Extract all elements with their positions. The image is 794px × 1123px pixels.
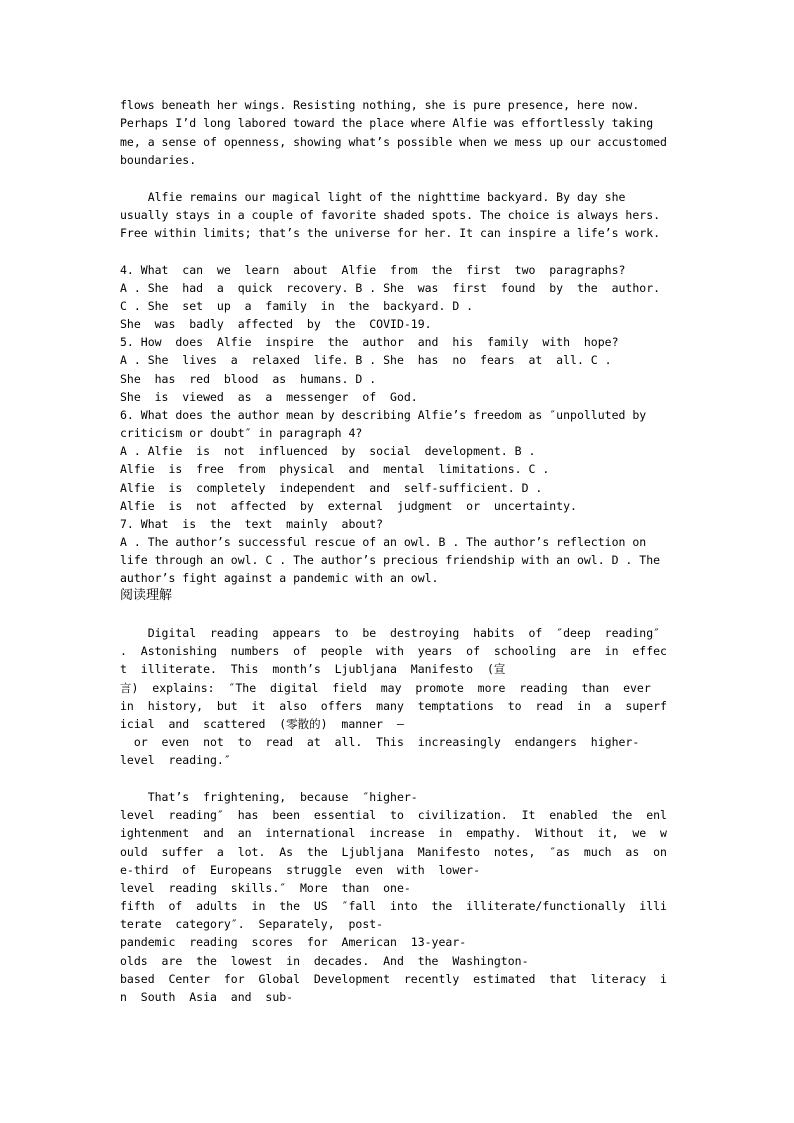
option-line: She has red blood as humans. D . (120, 372, 377, 386)
option-line: A . Alfie is not influenced by social development. B . (120, 444, 536, 458)
text-line: or even not to read at all. This increasingly endangers higher- (120, 735, 640, 749)
option-line: Alfie is not affected by external judgment or uncertainty. (120, 499, 577, 513)
question-line: 6. What does the author mean by describing Alfie’s freedom as ″unpolluted by (120, 408, 647, 422)
option-line: C . She set up a family in the backyard. D . (120, 299, 474, 313)
text-line: ightenment and an international increase in empathy. Without it, we w (120, 826, 667, 840)
text-line: me, a sense of openness, showing what’s possible when we mess up our accustomed (120, 135, 667, 149)
text-line: . Astonishing numbers of people with years of schooling are in effec (120, 644, 667, 658)
text-line: t illiterate. This month’s Ljubljana Manifesto (宣 (120, 662, 506, 676)
text-line: Perhaps I’d long labored toward the place where Alfie was effortlessly taking (120, 116, 654, 130)
text-line: usually stays in a couple of favorite shaded spots. The choice is always hers. (120, 208, 661, 222)
option-line: A . The author’s successful rescue of an owl. B . The author’s reflection on (120, 535, 647, 549)
option-line: Alfie is free from physical and mental limitations. C . (120, 462, 550, 476)
option-line: She is viewed as a messenger of God. (120, 390, 418, 404)
text-line: level reading skills.″ More than one- (120, 881, 411, 895)
text-line: level reading″ has been essential to civilization. It enabled the enl (120, 808, 667, 822)
text-line: terate category″. Separately, post- (120, 917, 384, 931)
text-line: e-third of Europeans struggle even with lower- (120, 863, 481, 877)
text-line: based Center for Global Development recently estimated that literacy i (120, 972, 667, 986)
text-line: olds are the lowest in decades. And the Washington- (120, 954, 529, 968)
option-line: A . She lives a relaxed life. B . She has no fears at all. C . (120, 353, 612, 367)
question-line: 7. What is the text mainly about? (120, 517, 384, 531)
text-line: ould suffer a lot. As the Ljubljana Manifesto notes, ″as much as on (120, 845, 667, 859)
text-line: Digital reading appears to be destroying habits of ″deep reading″ (120, 626, 661, 640)
option-line: Alfie is completely independent and self-sufficient. D . (120, 481, 543, 495)
text-line: boundaries. (120, 153, 197, 167)
question-line: 5. How does Alfie inspire the author and his family with hope? (120, 335, 619, 349)
text-line: That’s frightening, because ″higher- (120, 790, 418, 804)
question-line: 4. What can we learn about Alfie from the first two paragraphs? (120, 263, 626, 277)
text-line: fifth of adults in the US ″fall into the illiterate/functionally illi (120, 899, 667, 913)
option-line: life through an owl. C . The author’s precious friendship with an owl. D . The (120, 553, 661, 567)
text-line: n South Asia and sub- (120, 990, 294, 1004)
text-line: pandemic reading scores for American 13-year- (120, 935, 467, 949)
option-line: She was badly affected by the COVID-19. (120, 317, 432, 331)
text-line: Free within limits; that’s the universe for her. It can inspire a life’s work. (120, 226, 661, 240)
text-line: Alfie remains our magical light of the nighttime backyard. By day she (120, 190, 626, 204)
section-heading: 阅读理解 (120, 588, 173, 603)
option-line: A . She had a quick recovery. B . She was first found by the author. (120, 281, 661, 295)
question-line: criticism or doubt″ in paragraph 4? (120, 426, 363, 440)
option-line: author’s fight against a pandemic with an owl. (120, 571, 439, 585)
text-line: in history, but it also offers many temptations to read in a superf (120, 699, 667, 713)
text-line: 言) explains: ″The digital field may promote more reading than ever (120, 681, 651, 695)
text-line: level reading.″ (120, 753, 231, 767)
text-line: flows beneath her wings. Resisting nothing, she is pure presence, here now. (120, 98, 640, 112)
text-line: icial and scattered (零散的) manner — (120, 717, 404, 731)
